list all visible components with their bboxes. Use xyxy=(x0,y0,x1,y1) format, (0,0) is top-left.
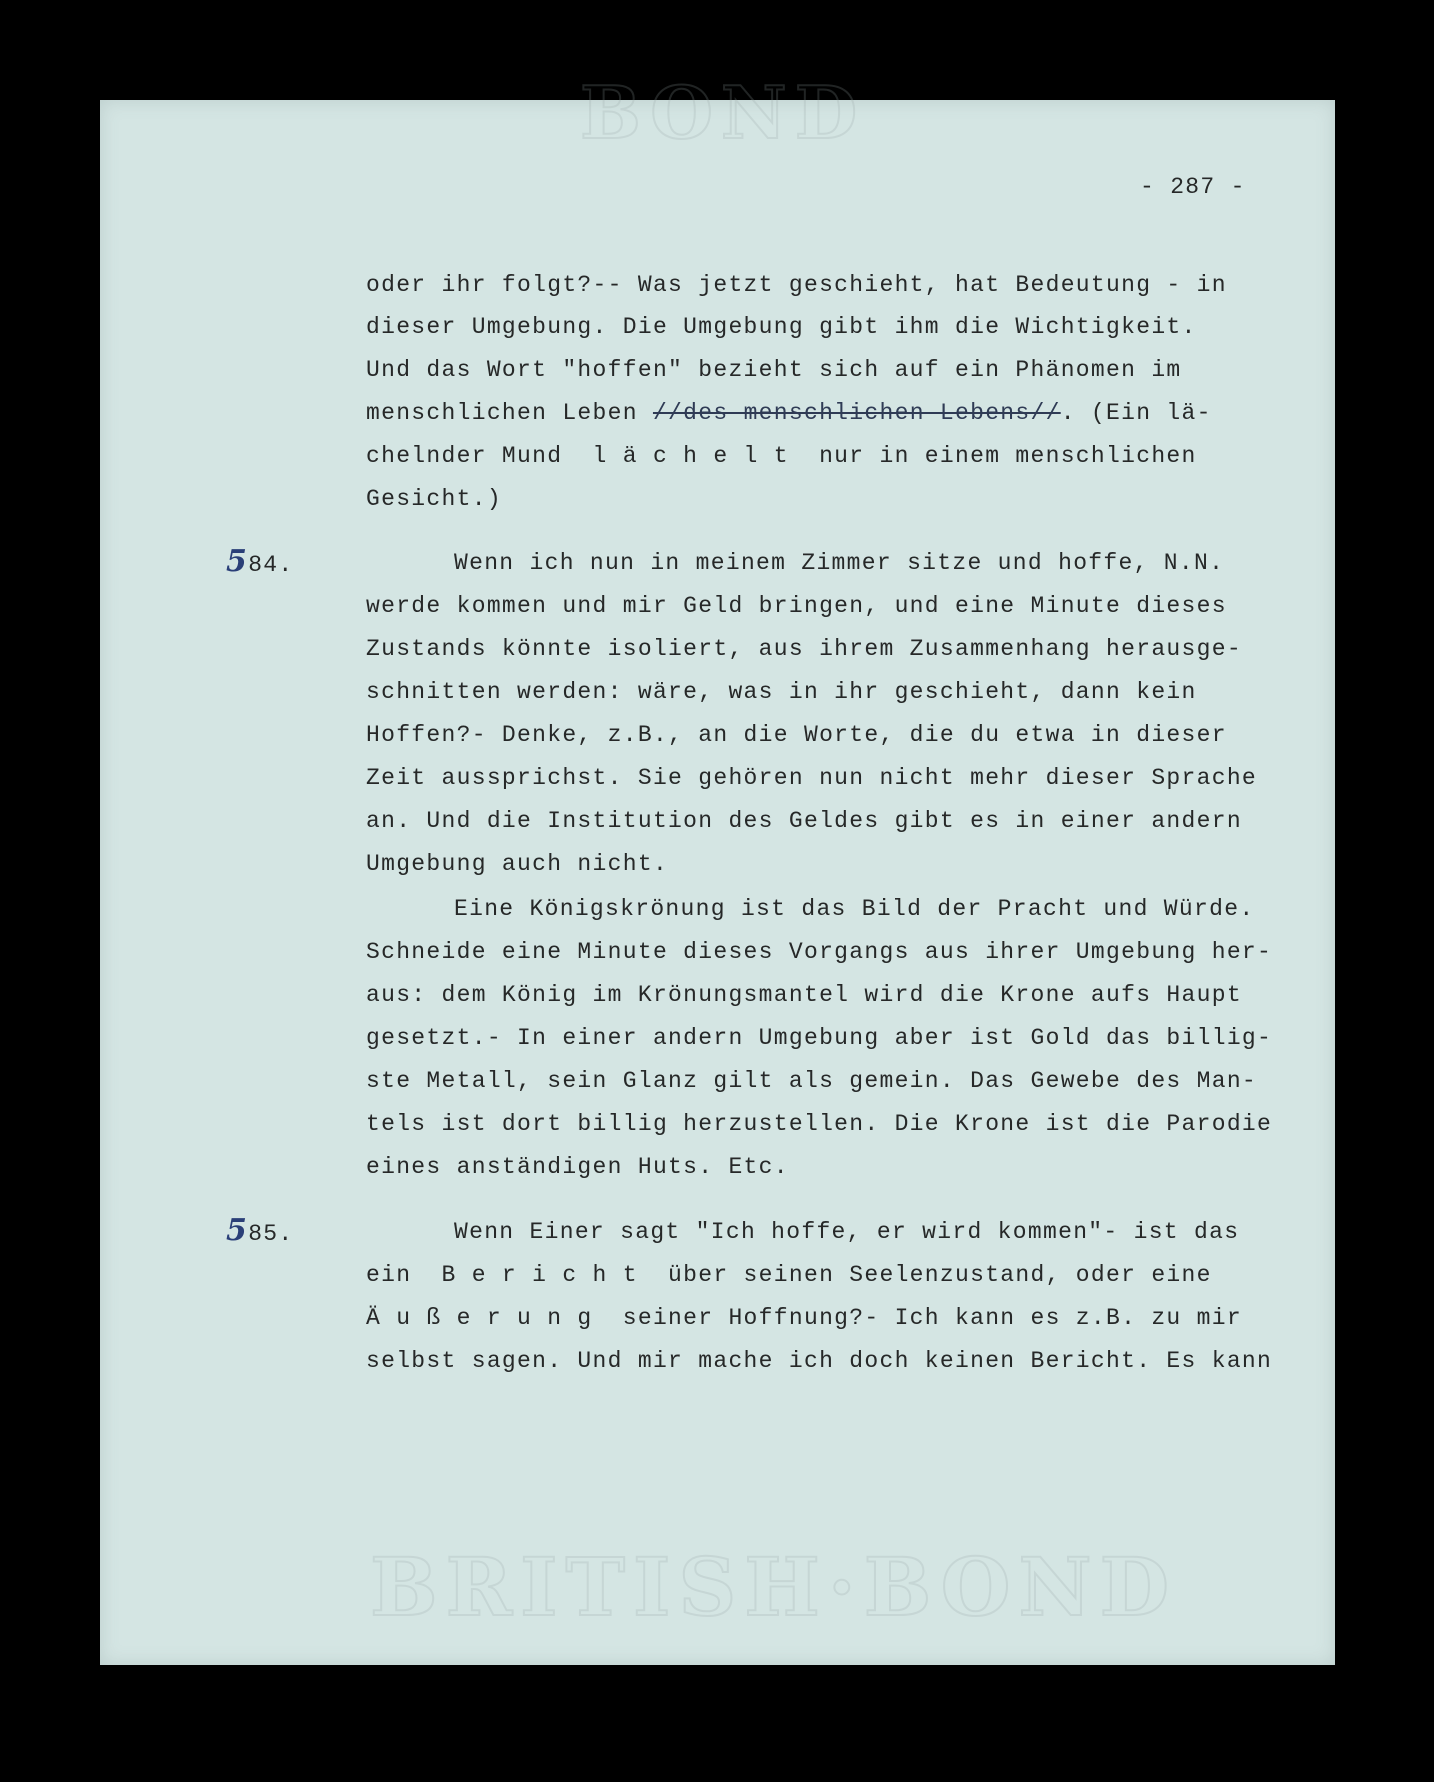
section-number-584 xyxy=(226,544,294,579)
text-line: an. Und die Institution des Geldes gibt es in einer andern xyxy=(366,808,1242,834)
section-number-585 xyxy=(226,1213,294,1248)
text-line: eines anständigen Huts. Etc. xyxy=(366,1154,789,1180)
text-line: Eine Königskrönung ist das Bild der Pracht und Würde. xyxy=(454,896,1255,922)
text-line: oder ihr folgt?-- Was jetzt geschieht, hat Bedeutung - in xyxy=(366,272,1227,298)
text-line: werde kommen und mir Geld bringen, und eine Minute dieses xyxy=(366,593,1227,619)
watermark-top: BOND xyxy=(580,70,866,155)
text-line: schnitten werden: wäre, was in ihr geschieht, dann kein xyxy=(366,679,1197,705)
page-number: - 287 - xyxy=(1140,174,1246,200)
text-line: ste Metall, sein Glanz gilt als gemein. Das Gewebe des Man- xyxy=(366,1068,1258,1094)
watermark-bottom: BRITISH·BOND xyxy=(370,1540,1177,1634)
text-line: chelnder Mund l ä c h e l t nur in einem menschlichen xyxy=(366,443,1197,469)
handwritten-correction: 5 xyxy=(226,1213,249,1248)
handwritten-correction: 5 xyxy=(226,544,249,579)
text-line: aus: dem König im Krönungsmantel wird die Krone aufs Haupt xyxy=(366,982,1242,1008)
text-segment: menschlichen Leben xyxy=(366,400,653,426)
text-line: tels ist dort billig herzustellen. Die Krone ist die Parodie xyxy=(366,1111,1273,1137)
text-line: Wenn Einer sagt "Ich hoffe, er wird kommen"- ist das xyxy=(454,1219,1240,1245)
text-line: Und das Wort "hoffen" bezieht sich auf ein Phänomen im xyxy=(366,357,1182,383)
text-line: Hoffen?- Denke, z.B., an die Worte, die du etwa in dieser xyxy=(366,722,1227,748)
section-number-text: 84. xyxy=(248,552,294,578)
text-line: Gesicht.) xyxy=(366,486,502,512)
struck-text: //des menschlichen Lebens// xyxy=(652,400,1061,426)
text-line: Zeit aussprichst. Sie gehören nun nicht mehr dieser Sprache xyxy=(366,765,1258,791)
text-line: dieser Umgebung. Die Umgebung gibt ihm die Wichtigkeit. xyxy=(366,314,1197,340)
typescript-page xyxy=(100,70,1335,1665)
text-line: gesetzt.- In einer andern Umgebung aber ist Gold das billig- xyxy=(366,1025,1273,1051)
text-line: Schneide eine Minute dieses Vorgangs aus ihrer Umgebung her- xyxy=(366,939,1273,965)
section-number-text: 85. xyxy=(248,1221,294,1247)
text-line-with-deletion xyxy=(366,400,1212,426)
text-line: Zustands könnte isoliert, aus ihrem Zusammenhang herausge- xyxy=(366,636,1242,662)
text-line: ein B e r i c h t über seinen Seelenzustand, oder eine xyxy=(366,1262,1212,1288)
text-line: selbst sagen. Und mir mache ich doch keinen Bericht. Es kann xyxy=(366,1348,1273,1374)
text-line: Umgebung auch nicht. xyxy=(366,851,669,877)
text-segment: . (Ein lä- xyxy=(1060,400,1212,426)
text-line: Ä u ß e r u n g seiner Hoffnung?- Ich kann es z.B. zu mir xyxy=(366,1305,1242,1331)
text-line: Wenn ich nun in meinem Zimmer sitze und hoffe, N.N. xyxy=(454,550,1225,576)
